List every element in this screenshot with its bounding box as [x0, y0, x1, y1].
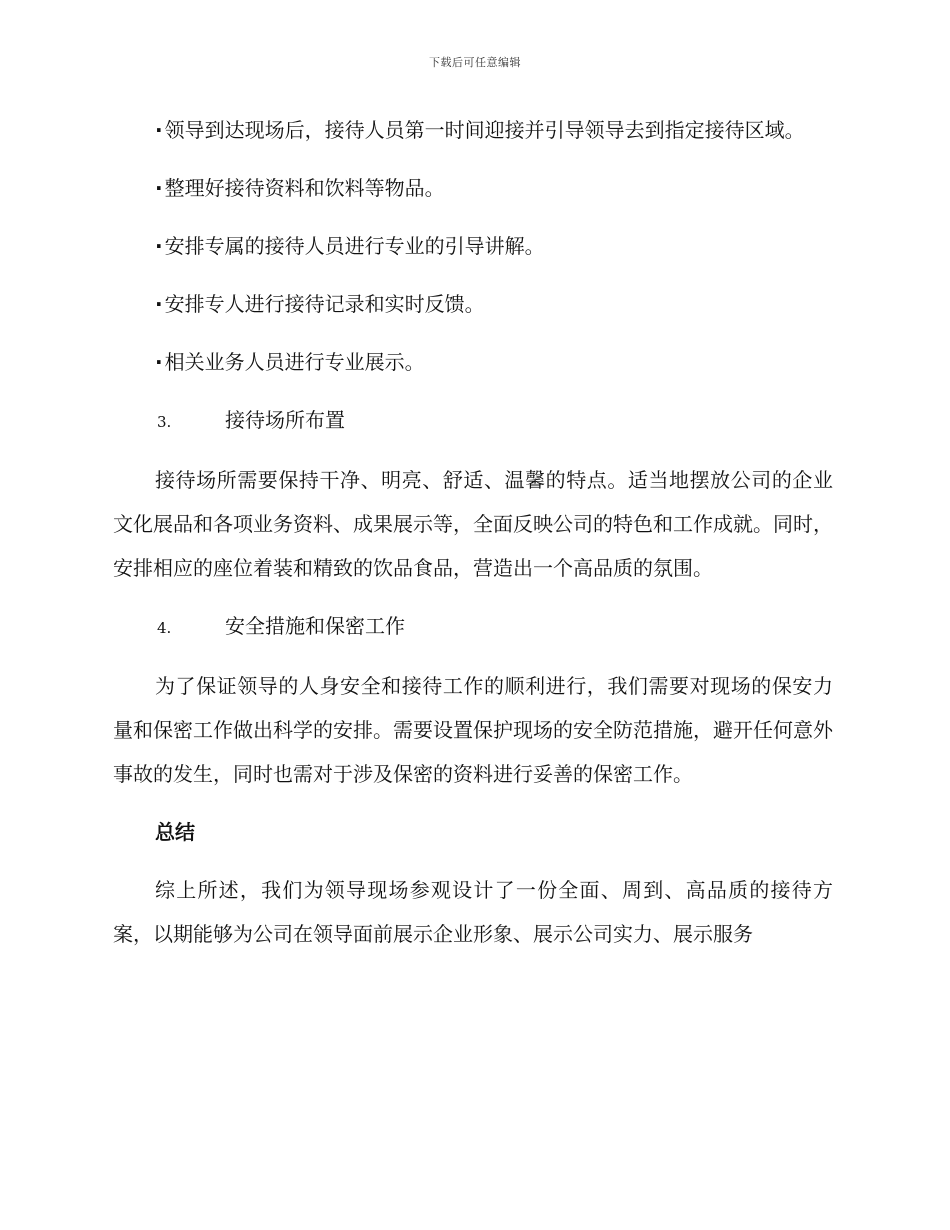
bullet-dot: ·	[155, 234, 163, 258]
bullet-dot: ·	[155, 292, 163, 316]
summary-paragraph: 综上所述，我们为领导现场参观设计了一份全面、周到、高品质的接待方案，以期能够为公司在领导面前展示企业形象、展示公司实力、展示服务	[113, 878, 833, 946]
summary-heading: 总结	[155, 820, 195, 844]
page-header: 下载后可任意编辑	[429, 56, 521, 69]
bullet-text: 相关业务人员进行专业展示。	[164, 350, 425, 374]
bullet-dot: ·	[155, 176, 163, 200]
bullet-dot: ·	[155, 118, 163, 142]
section-heading-4	[113, 604, 833, 650]
document-body	[113, 108, 833, 970]
section-number: 4.	[157, 619, 172, 637]
section-number: 3.	[157, 413, 172, 431]
bullet-text: 领导到达现场后，接待人员第一时间迎接并引导领导去到指定接待区域。	[164, 118, 805, 142]
bullet-text: 安排专人进行接待记录和实时反馈。	[164, 292, 485, 316]
section-title: 接待场所布置	[225, 408, 345, 432]
bullet-text: 整理好接待资料和饮料等物品。	[164, 176, 445, 200]
bullet-item	[113, 340, 833, 384]
bullet-text: 安排专属的接待人员进行专业的引导讲解。	[164, 234, 545, 258]
section-title: 安全措施和保密工作	[225, 614, 405, 638]
section-heading-3	[113, 398, 833, 444]
bullet-dot: ·	[155, 350, 163, 374]
section-paragraph: 接待场所需要保持干净、明亮、舒适、温馨的特点。适当地摆放公司的企业文化展品和各项业务资料、成果展示等，全面反映公司的特色和工作成就。同时，安排相应的座位着装和精致的饮品食品，营造出一个高品质的氛围。	[113, 468, 833, 580]
bullet-item	[113, 166, 833, 210]
bullet-item	[113, 282, 833, 326]
section-paragraph: 为了保证领导的人身安全和接待工作的顺利进行，我们需要对现场的保安力量和保密工作做出科学的安排。需要设置保护现场的安全防范措施，避开任何意外事故的发生，同时也需对于涉及保密的资料进行妥善的保密工作。	[113, 674, 833, 786]
bullet-item	[113, 224, 833, 268]
bullet-item	[113, 108, 833, 152]
